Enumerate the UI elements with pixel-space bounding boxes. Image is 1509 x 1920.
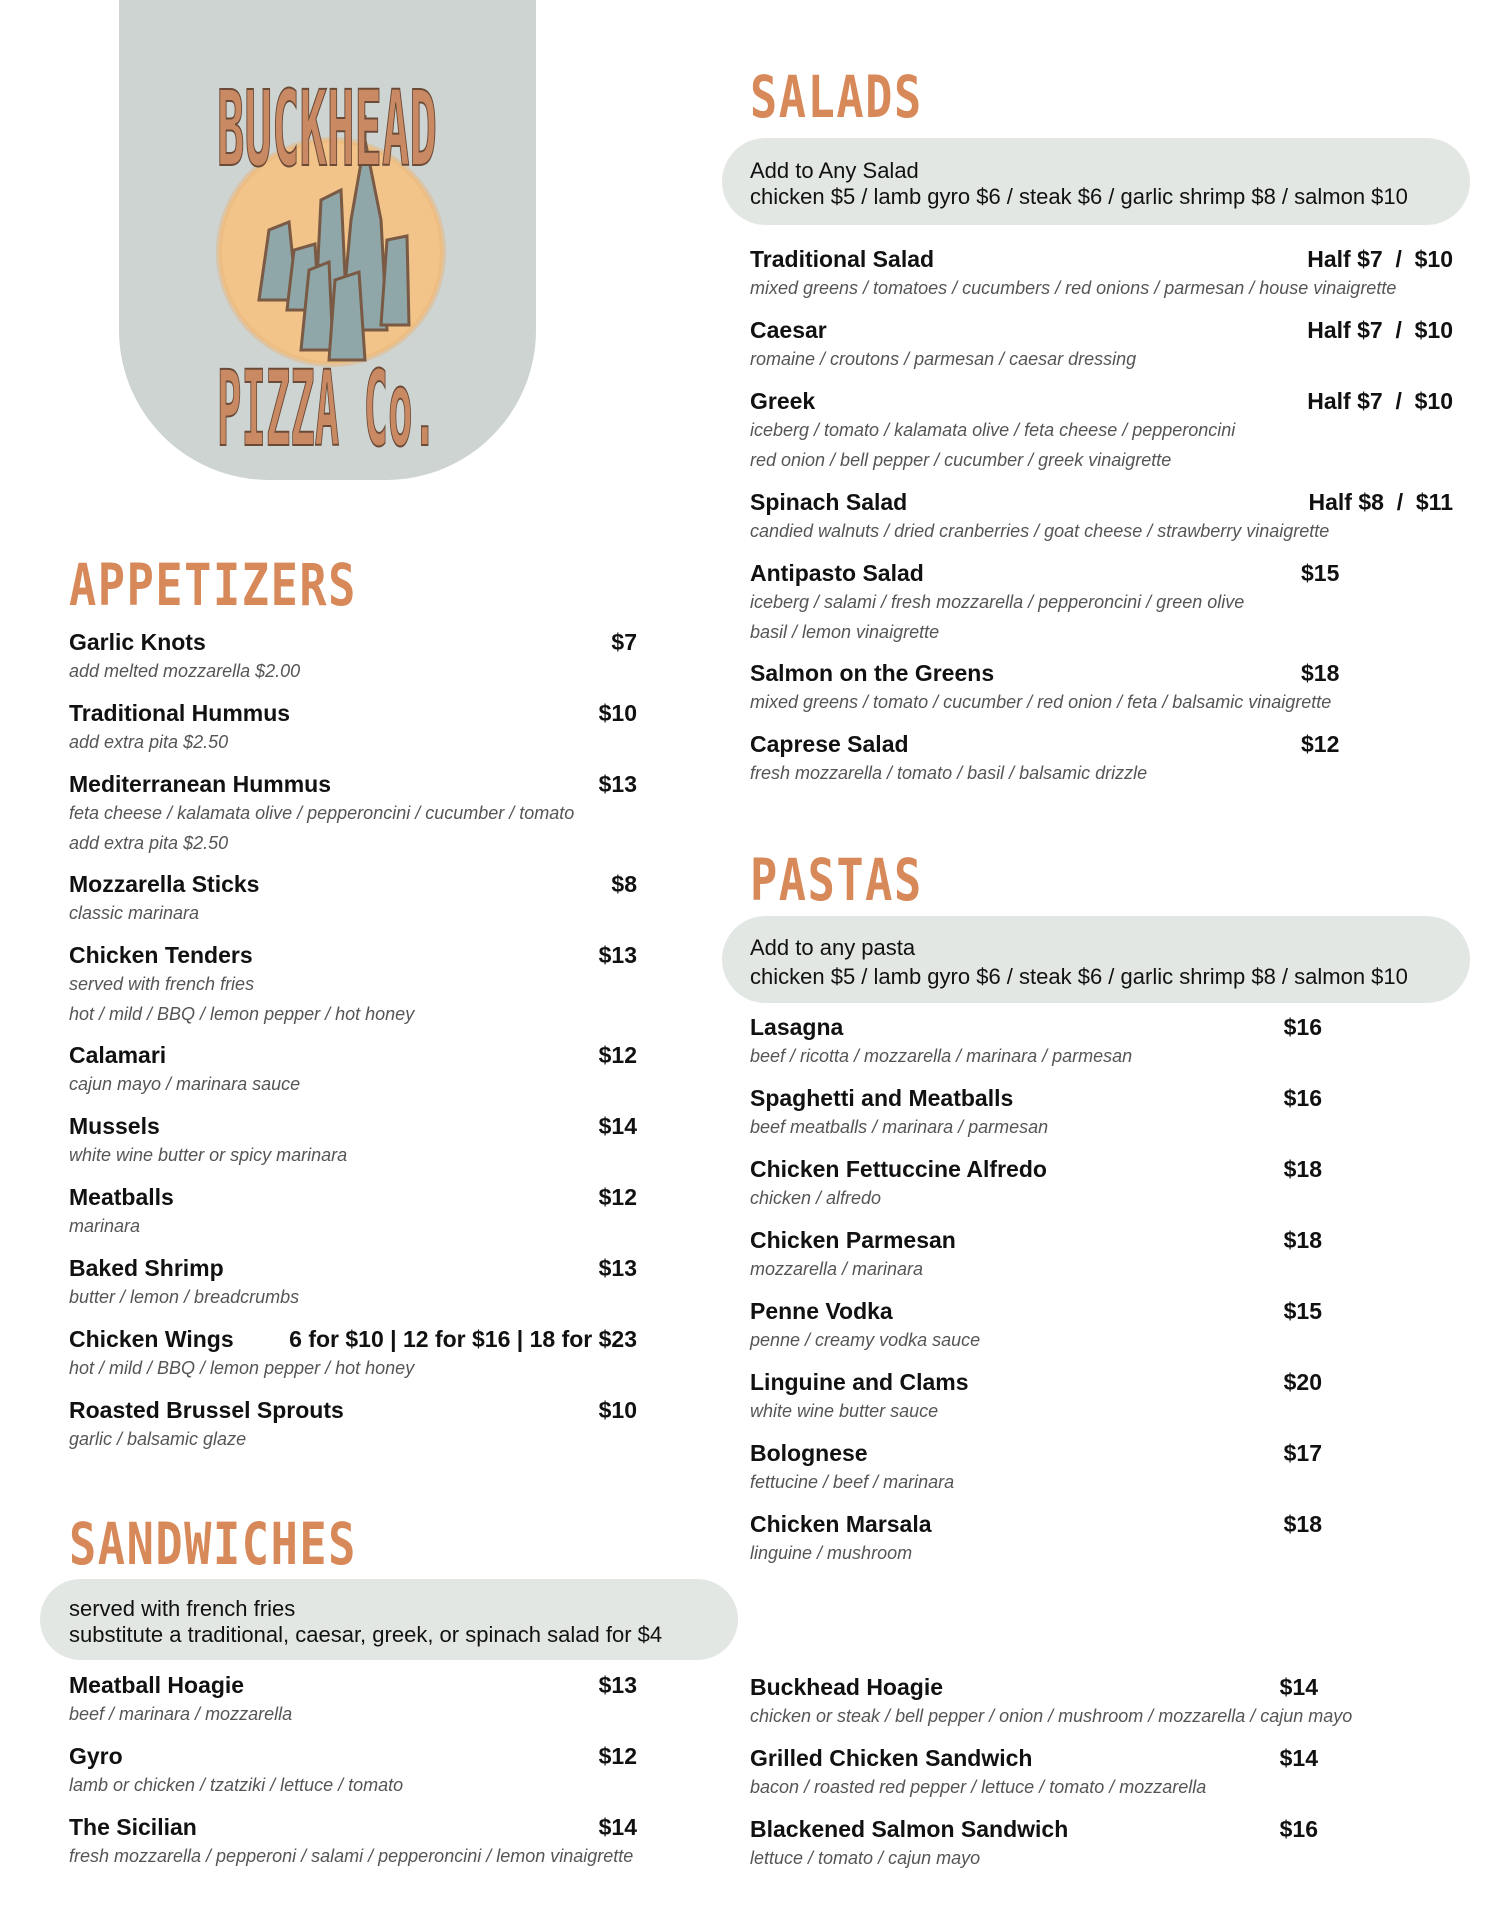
logo-line-1: BUCKHEAD: [217, 68, 437, 190]
item-price: $14: [598, 1113, 637, 1139]
menu-item-the-sicilian: [69, 1813, 633, 1871]
item-name: Bolognese: [750, 1440, 868, 1466]
menu-item-bolognese: [750, 1439, 954, 1497]
item-name: Chicken Parmesan: [750, 1227, 956, 1253]
menu-item-roasted-brussel-sprouts: [69, 1396, 344, 1454]
sandwiches-note-line-2: substitute a traditional, caesar, greek, or spinach salad for $4: [69, 1622, 663, 1647]
item-name: Traditional Hummus: [69, 700, 291, 726]
logo-emblem: [119, 0, 536, 480]
item-name: Caesar: [750, 317, 827, 343]
item-price: $13: [598, 1255, 637, 1281]
item-description: beef meatballs / marinara / parmesan: [750, 1117, 1049, 1137]
item-description: chicken / alfredo: [750, 1188, 882, 1208]
item-name: Baked Shrimp: [69, 1255, 224, 1281]
salads-note: [722, 138, 1470, 225]
item-price: $16: [1283, 1014, 1322, 1040]
item-price: $12: [1301, 731, 1340, 757]
item-name: Salmon on the Greens: [750, 660, 995, 686]
item-price: $13: [598, 942, 637, 968]
menu-item-chicken-parmesan: [750, 1226, 956, 1284]
item-price: $13: [598, 1672, 637, 1698]
pastas-heading: PASTAS: [750, 846, 923, 914]
item-price: $18: [1283, 1511, 1322, 1537]
item-price: Half $8 / $11: [1308, 489, 1453, 515]
item-description: hot / mild / BBQ / lemon pepper / hot honey: [69, 1004, 415, 1024]
menu-item-blackened-salmon-sandwich: [750, 1815, 1068, 1873]
menu-item-gyro: [69, 1742, 403, 1800]
item-name: Linguine and Clams: [750, 1369, 969, 1395]
sandwiches-heading: SANDWICHES: [69, 1510, 357, 1578]
logo-line-2: PIZZA Co.: [217, 348, 437, 470]
item-name: Penne Vodka: [750, 1298, 893, 1324]
item-price: $17: [1283, 1440, 1322, 1466]
item-description: mozzarella / marinara: [750, 1259, 924, 1279]
item-name: Buckhead Hoagie: [750, 1674, 943, 1700]
item-description: fresh mozzarella / pepperoni / salami / pepperoncini / lemon vinaigrette: [69, 1846, 634, 1866]
item-description: linguine / mushroom: [750, 1543, 913, 1563]
item-name: Chicken Wings: [69, 1326, 234, 1352]
item-name: Mozzarella Sticks: [69, 871, 260, 897]
menu-item-mussels: [69, 1112, 347, 1170]
menu-item-traditional-salad: [750, 245, 1396, 303]
item-name: Chicken Tenders: [69, 942, 253, 968]
item-name: Gyro: [69, 1743, 123, 1769]
item-name: Spinach Salad: [750, 489, 908, 515]
menu-item-traditional-hummus: [69, 699, 290, 757]
pastas-note-line-2: chicken $5 / lamb gyro $6 / steak $6 / garlic shrimp $8 / salmon $10: [750, 964, 1408, 989]
item-price: $18: [1301, 660, 1340, 686]
menu-item-chicken-fettuccine-alfredo: [750, 1155, 1047, 1213]
item-price: $12: [598, 1743, 637, 1769]
item-description: lettuce / tomato / cajun mayo: [750, 1848, 981, 1868]
sandwiches-note-line-1: served with french fries: [69, 1596, 296, 1621]
salads-note-line-1: Add to Any Salad: [750, 158, 919, 183]
item-description: feta cheese / kalamata olive / pepperoncini / cucumber / tomato: [69, 803, 575, 823]
item-description: marinara: [69, 1216, 141, 1236]
item-description: penne / creamy vodka sauce: [750, 1330, 981, 1350]
item-price: $18: [1283, 1156, 1322, 1182]
pastas-note-line-1: Add to any pasta: [750, 935, 916, 960]
item-name: The Sicilian: [69, 1814, 197, 1840]
menu-item-buckhead-hoagie: [750, 1673, 1352, 1731]
menu-item-chicken-marsala: [750, 1510, 932, 1568]
menu-item-meatballs: [69, 1183, 174, 1241]
menu-item-antipasto-salad: [750, 559, 1244, 647]
item-name: Meatball Hoagie: [69, 1672, 245, 1698]
menu-item-caesar: [750, 316, 1136, 374]
item-name: Antipasto Salad: [750, 560, 924, 586]
menu-item-linguine-and-clams: [750, 1368, 969, 1426]
item-description: lamb or chicken / tzatziki / lettuce / tomato: [69, 1775, 404, 1795]
menu-item-garlic-knots: [69, 628, 300, 686]
item-price: Half $7 / $10: [1307, 246, 1453, 272]
item-description: white wine butter sauce: [750, 1401, 939, 1421]
menu-item-grilled-chicken-sandwich: [750, 1744, 1206, 1802]
item-description: white wine butter or spicy marinara: [69, 1145, 348, 1165]
item-name: Grilled Chicken Sandwich: [750, 1745, 1033, 1771]
item-name: Caprese Salad: [750, 731, 909, 757]
menu-item-spaghetti-and-meatballs: [750, 1084, 1048, 1142]
salads-heading: SALADS: [750, 63, 923, 131]
menu-item-mozzarella-sticks: [69, 870, 259, 928]
item-price: $12: [598, 1042, 637, 1068]
item-description: mixed greens / tomato / cucumber / red onion / feta / balsamic vinaigrette: [750, 692, 1332, 712]
item-name: Chicken Fettuccine Alfredo: [750, 1156, 1047, 1182]
item-price: $14: [1279, 1745, 1318, 1771]
item-name: Meatballs: [69, 1184, 174, 1210]
item-description: add extra pita $2.50: [69, 732, 229, 752]
item-description: fettucine / beef / marinara: [750, 1472, 955, 1492]
menu-item-spinach-salad: [750, 488, 1329, 546]
item-price: $15: [1301, 560, 1340, 586]
menu-item-mediterranean-hummus: [69, 770, 574, 858]
item-price: $12: [598, 1184, 637, 1210]
item-price: $10: [598, 700, 637, 726]
item-price: $18: [1283, 1227, 1322, 1253]
menu-item-baked-shrimp: [69, 1254, 299, 1312]
item-description: served with french fries: [69, 974, 255, 994]
item-name: Traditional Salad: [750, 246, 935, 272]
item-description: mixed greens / tomatoes / cucumbers / red onions / parmesan / house vinaigrette: [750, 278, 1397, 298]
item-price: $16: [1283, 1085, 1322, 1111]
item-description: iceberg / salami / fresh mozzarella / pepperoncini / green olive: [750, 592, 1245, 612]
item-price: $15: [1283, 1298, 1322, 1324]
item-description: add melted mozzarella $2.00: [69, 661, 301, 681]
menu-item-chicken-tenders: [69, 941, 414, 1029]
item-description: beef / ricotta / mozzarella / marinara / parmesan: [750, 1046, 1133, 1066]
item-description: red onion / bell pepper / cucumber / greek vinaigrette: [750, 450, 1172, 470]
item-price: $13: [598, 771, 637, 797]
menu-item-calamari: [69, 1041, 300, 1099]
item-name: Greek: [750, 388, 816, 414]
logo-panel: [119, 0, 536, 480]
item-description: chicken or steak / bell pepper / onion / mushroom / mozzarella / cajun mayo: [750, 1706, 1353, 1726]
item-name: Chicken Marsala: [750, 1511, 932, 1537]
sandwiches-note: [40, 1579, 738, 1660]
item-price: $10: [598, 1397, 637, 1423]
item-name: Blackened Salmon Sandwich: [750, 1816, 1069, 1842]
item-description: butter / lemon / breadcrumbs: [69, 1287, 300, 1307]
menu-item-lasagna: [750, 1013, 1132, 1071]
item-price: $16: [1279, 1816, 1318, 1842]
item-price: 6 for $10 | 12 for $16 | 18 for $23: [289, 1326, 637, 1352]
item-name: Calamari: [69, 1042, 167, 1068]
item-description: fresh mozzarella / tomato / basil / balsamic drizzle: [750, 763, 1148, 783]
item-price: $14: [1279, 1674, 1318, 1700]
item-description: beef / marinara / mozzarella: [69, 1704, 293, 1724]
item-price: Half $7 / $10: [1307, 317, 1453, 343]
item-description: classic marinara: [69, 903, 200, 923]
item-name: Lasagna: [750, 1014, 844, 1040]
item-description: romaine / croutons / parmesan / caesar dressing: [750, 349, 1137, 369]
item-name: Spaghetti and Meatballs: [750, 1085, 1014, 1111]
item-price: Half $7 / $10: [1307, 388, 1453, 414]
item-name: Mussels: [69, 1113, 160, 1139]
item-price: $14: [598, 1814, 637, 1840]
item-name: Roasted Brussel Sprouts: [69, 1397, 344, 1423]
item-price: $8: [611, 871, 637, 897]
item-description: cajun mayo / marinara sauce: [69, 1074, 301, 1094]
menu-item-meatball-hoagie: [69, 1671, 292, 1729]
item-price: $20: [1283, 1369, 1322, 1395]
item-name: Garlic Knots: [69, 629, 206, 655]
item-name: Mediterranean Hummus: [69, 771, 332, 797]
menu-item-penne-vodka: [750, 1297, 980, 1355]
item-description: iceberg / tomato / kalamata olive / feta cheese / pepperoncini: [750, 420, 1236, 440]
item-description: candied walnuts / dried cranberries / goat cheese / strawberry vinaigrette: [750, 521, 1330, 541]
item-description: hot / mild / BBQ / lemon pepper / hot honey: [69, 1358, 415, 1378]
salads-note-line-2: chicken $5 / lamb gyro $6 / steak $6 / garlic shrimp $8 / salmon $10: [750, 184, 1408, 209]
pastas-note: [722, 916, 1470, 1003]
item-price: $7: [611, 629, 637, 655]
item-description: add extra pita $2.50: [69, 833, 229, 853]
item-description: bacon / roasted red pepper / lettuce / tomato / mozzarella: [750, 1777, 1207, 1797]
menu-item-salmon-on-the-greens: [750, 659, 1331, 717]
appetizers-heading: APPETIZERS: [69, 551, 357, 619]
menu-item-greek: [750, 387, 1235, 475]
item-description: garlic / balsamic glaze: [69, 1429, 247, 1449]
item-description: basil / lemon vinaigrette: [750, 622, 940, 642]
menu-item-caprese-salad: [750, 730, 1147, 788]
